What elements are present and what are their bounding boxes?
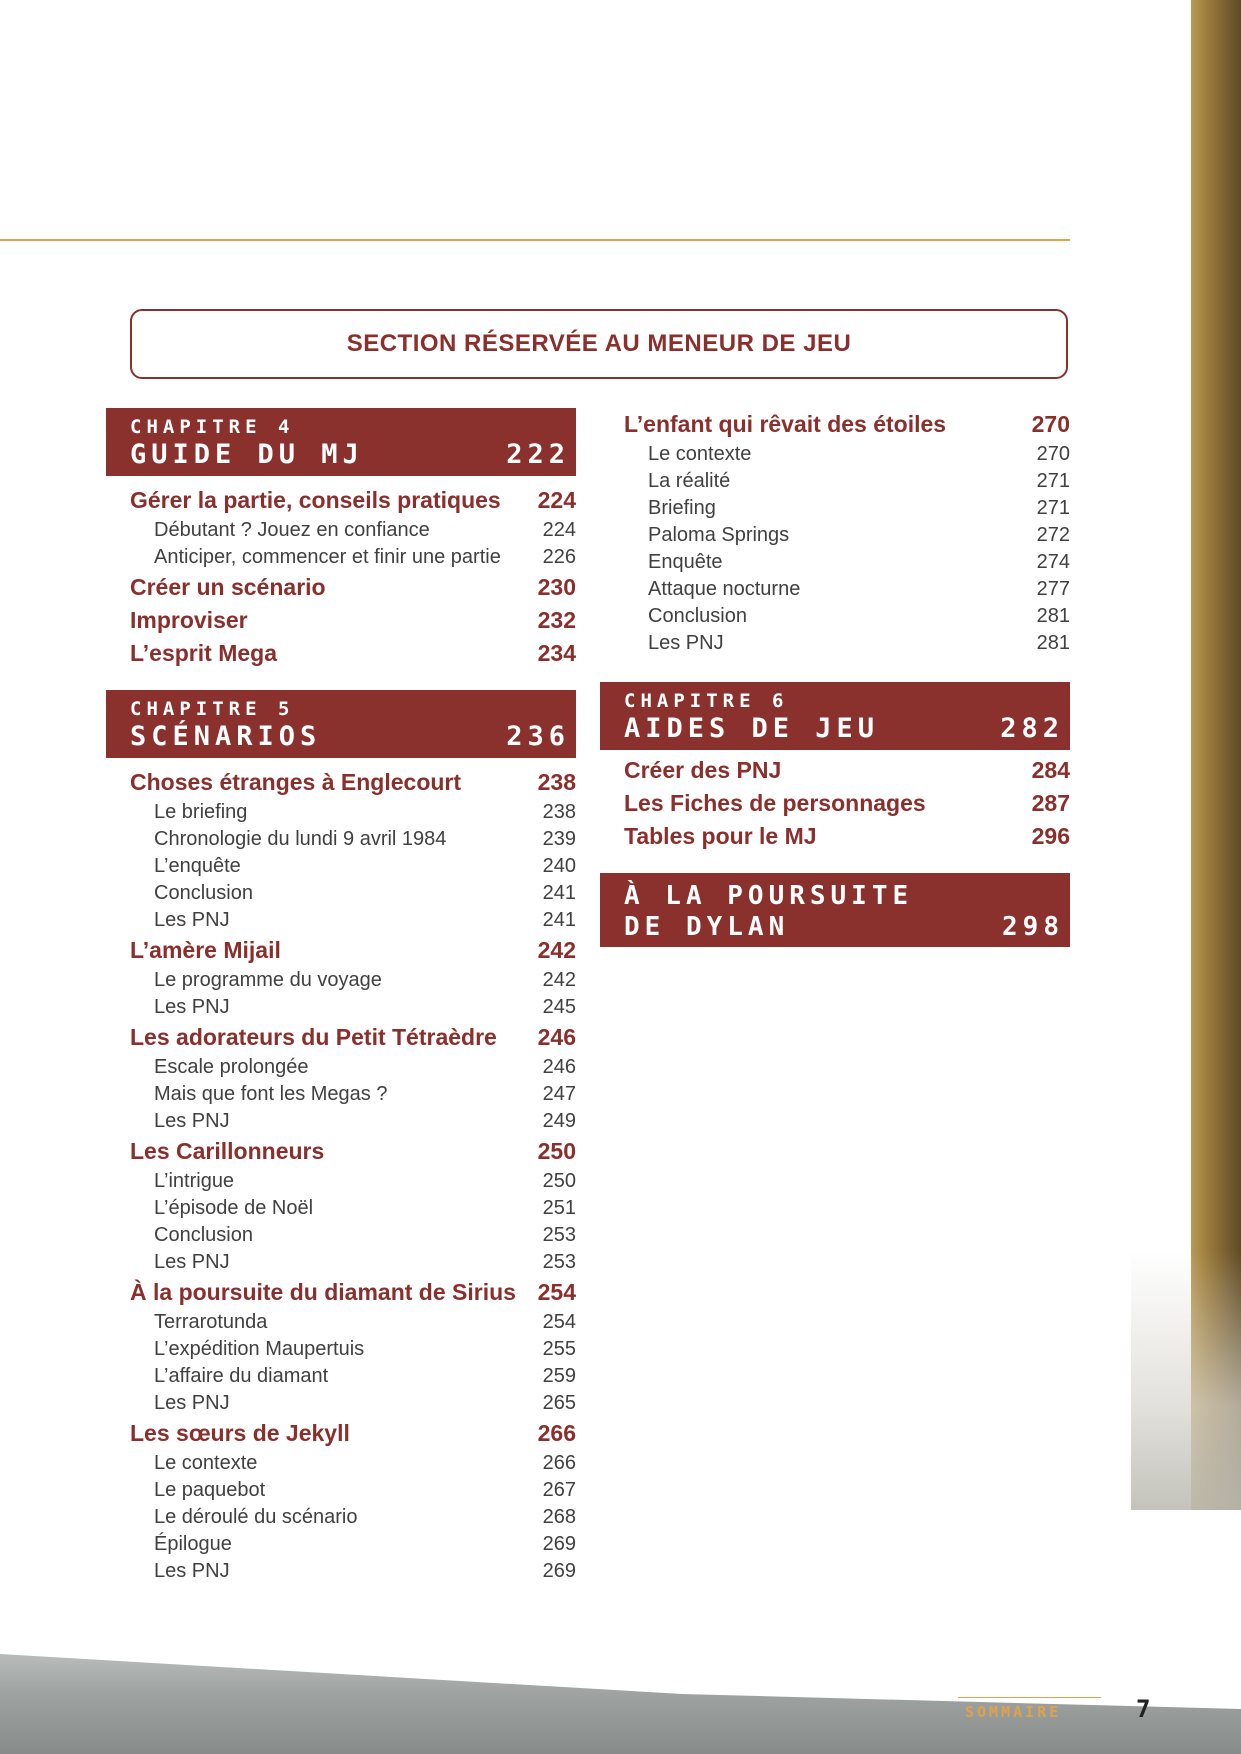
chapter-6-page: 282 [1000, 713, 1064, 744]
toc-subentry [130, 1390, 576, 1417]
toc-subentry [130, 544, 576, 571]
toc-entry-title: L’esprit Mega [130, 640, 277, 666]
toc-entry-page: 284 [1031, 757, 1070, 783]
toc-subentry-page: 240 [542, 855, 576, 877]
toc-subentry-title: Conclusion [154, 1224, 253, 1246]
toc-entry-title: Tables pour le MJ [624, 823, 817, 849]
toc-subentry-page: 239 [542, 828, 576, 850]
chapter-5-header [106, 690, 576, 758]
chapter-4-title: GUIDE DU MJ [130, 439, 364, 470]
toc-subentry-title: Débutant ? Jouez en confiance [154, 519, 430, 541]
toc-entry [130, 571, 576, 604]
toc-subentry-title: Les PNJ [154, 1392, 230, 1414]
toc-subentry-title: Le déroulé du scénario [154, 1506, 358, 1528]
toc-subentry-page: 277 [1036, 578, 1070, 600]
toc-entry [130, 604, 576, 637]
toc-entry-title: Choses étranges à Englecourt [130, 769, 462, 795]
toc-subentry-title: Paloma Springs [648, 524, 790, 546]
toc-subentry-title: L’expédition Maupertuis [154, 1338, 365, 1360]
toc-subentry-page: 270 [1036, 443, 1070, 465]
toc-subentry [130, 826, 576, 853]
chapter-6-entries [600, 750, 1070, 853]
toc-entry-page: 230 [537, 574, 576, 600]
chapter-6-label: CHAPITRE 6 [624, 690, 789, 712]
toc-entry-page: 232 [537, 607, 576, 633]
chapter-4-page: 222 [506, 439, 570, 470]
toc-subentry-title: Le contexte [648, 443, 752, 465]
toc-subentry [130, 799, 576, 826]
toc-entry-title: Les adorateurs du Petit Tétraèdre [130, 1024, 497, 1050]
toc-entry-title: À la poursuite du diamant de Sirius [130, 1279, 516, 1305]
toc-subentry-page: 281 [1036, 632, 1070, 654]
toc-subentry-title: Les PNJ [154, 1251, 230, 1273]
toc-subentry-page: 269 [542, 1533, 576, 1555]
dylan-block [600, 873, 1070, 947]
toc-subentry [130, 853, 576, 880]
toc-entry-title: Les Fiches de personnages [624, 790, 926, 816]
toc-subentry-page: 247 [542, 1083, 576, 1105]
toc-subentry-title: Enquête [648, 551, 723, 573]
section-banner [130, 309, 1068, 379]
chapter-5-continued-block [600, 408, 1070, 657]
toc-subentry [130, 1108, 576, 1135]
toc-entry [130, 1135, 576, 1168]
toc-subentry [130, 907, 576, 934]
chapter-4-header [106, 408, 576, 476]
footer-rule [958, 1697, 1101, 1698]
toc-subentry-page: 254 [542, 1311, 576, 1333]
toc-entry-page: 287 [1031, 790, 1070, 816]
chapter-6-block [600, 682, 1070, 853]
toc-subentry [624, 549, 1070, 576]
toc-entry-page: 270 [1031, 411, 1070, 437]
toc-entry [130, 1417, 576, 1450]
toc-subentry-page: 272 [1036, 524, 1070, 546]
toc-subentry [130, 1504, 576, 1531]
dylan-title-line-1: À LA POURSUITE [624, 881, 914, 911]
toc-subentry [130, 1363, 576, 1390]
section-banner-title: SECTION RÉSERVÉE AU MENEUR DE JEU [346, 330, 852, 357]
toc-subentry-title: Chronologie du lundi 9 avril 1984 [154, 828, 447, 850]
toc-subentry-page: 245 [542, 996, 576, 1018]
toc-subentry-title: Terrarotunda [154, 1311, 268, 1333]
toc-entry-page: 224 [537, 487, 576, 513]
toc-entry [624, 754, 1070, 787]
toc-entry [130, 484, 576, 517]
toc-entry-page: 250 [537, 1138, 576, 1164]
toc-subentry [130, 517, 576, 544]
toc-entry-page: 246 [537, 1024, 576, 1050]
toc-subentry [624, 468, 1070, 495]
toc-subentry-page: 250 [542, 1170, 576, 1192]
toc-subentry-page: 267 [542, 1479, 576, 1501]
edge-fade-decoration [1131, 1250, 1241, 1510]
toc-subentry-page: 241 [542, 882, 576, 904]
toc-subentry-page: 281 [1036, 605, 1070, 627]
toc-subentry [130, 1531, 576, 1558]
toc-subentry-title: L’affaire du diamant [154, 1365, 329, 1387]
dylan-page: 298 [1002, 912, 1064, 942]
chapter-5-entries [106, 758, 576, 1585]
toc-subentry-title: Les PNJ [154, 909, 230, 931]
chapter-5-label: CHAPITRE 5 [130, 698, 295, 720]
toc-subentry-page: 274 [1036, 551, 1070, 573]
toc-entry [130, 934, 576, 967]
toc-subentry [130, 994, 576, 1021]
toc-entry [624, 820, 1070, 853]
toc-entry [130, 637, 576, 670]
toc-subentry-page: 242 [542, 969, 576, 991]
toc-entry-title: Gérer la partie, conseils pratiques [130, 487, 501, 513]
toc-subentry-title: L’épisode de Noël [154, 1197, 314, 1219]
toc-entry-title: Improviser [130, 607, 248, 633]
toc-subentry-page: 253 [542, 1251, 576, 1273]
toc-subentry-page: 241 [542, 909, 576, 931]
toc-subentry-page: 253 [542, 1224, 576, 1246]
toc-subentry-title: Le programme du voyage [154, 969, 382, 991]
toc-entry-page: 254 [537, 1279, 576, 1305]
toc-subentry [130, 967, 576, 994]
page-number: 7 [1136, 1695, 1151, 1723]
dylan-header [600, 873, 1070, 947]
toc-subentry [130, 880, 576, 907]
toc-subentry-title: Le briefing [154, 801, 248, 823]
toc-subentry-page: 269 [542, 1560, 576, 1582]
toc-entry-page: 266 [537, 1420, 576, 1446]
toc-subentry-title: Les PNJ [648, 632, 724, 654]
toc-subentry [624, 576, 1070, 603]
toc-subentry [624, 522, 1070, 549]
toc-subentry [130, 1054, 576, 1081]
toc-subentry [130, 1081, 576, 1108]
toc-subentry-page: 271 [1036, 470, 1070, 492]
toc-subentry-title: Les PNJ [154, 996, 230, 1018]
toc-entry-title: Les Carillonneurs [130, 1138, 325, 1164]
toc-subentry [130, 1249, 576, 1276]
toc-subentry-page: 224 [542, 519, 576, 541]
toc-subentry-title: Conclusion [648, 605, 747, 627]
toc-entry-title: L’amère Mijail [130, 937, 281, 963]
toc-subentry [130, 1168, 576, 1195]
toc-subentry-title: Épilogue [154, 1533, 232, 1555]
toc-subentry-page: 271 [1036, 497, 1070, 519]
toc-subentry [624, 495, 1070, 522]
chapter-4-block [106, 408, 576, 670]
chapter-4-entries [106, 476, 576, 670]
toc-subentry-page: 265 [542, 1392, 576, 1414]
toc-entry [130, 1276, 576, 1309]
toc-subentry-title: L’enquête [154, 855, 241, 877]
toc-subentry-page: 255 [542, 1338, 576, 1360]
footer-label: SOMMAIRE [965, 1703, 1062, 1721]
toc-subentry [624, 603, 1070, 630]
toc-subentry-page: 249 [542, 1110, 576, 1132]
toc-entry-page: 296 [1031, 823, 1070, 849]
toc-entry [624, 787, 1070, 820]
toc-subentry-page: 226 [542, 546, 576, 568]
toc-subentry [130, 1195, 576, 1222]
toc-subentry-page: 268 [542, 1506, 576, 1528]
chapter-4-label: CHAPITRE 4 [130, 416, 295, 438]
toc-subentry-title: Mais que font les Megas ? [154, 1083, 388, 1105]
toc-entry [624, 408, 1070, 441]
toc-subentry [130, 1477, 576, 1504]
toc-entry-title: L’enfant qui rêvait des étoiles [624, 411, 947, 437]
toc-entry-page: 242 [537, 937, 576, 963]
toc-subentry-title: Le contexte [154, 1452, 258, 1474]
toc-entry-title: Créer des PNJ [624, 757, 782, 783]
toc-subentry [130, 1222, 576, 1249]
toc-entry [130, 766, 576, 799]
toc-subentry-page: 246 [542, 1056, 576, 1078]
toc-subentry-page: 251 [542, 1197, 576, 1219]
toc-entry-page: 234 [537, 640, 576, 666]
toc-entry-title: Créer un scénario [130, 574, 326, 600]
toc-subentry-title: Conclusion [154, 882, 253, 904]
toc-subentry [130, 1309, 576, 1336]
toc-subentry [130, 1450, 576, 1477]
chapter-5-continued-entries [600, 408, 1070, 657]
toc-subentry-title: Les PNJ [154, 1110, 230, 1132]
toc-subentry-page: 259 [542, 1365, 576, 1387]
toc-subentry-title: Escale prolongée [154, 1056, 309, 1078]
toc-entry-title: Les sœurs de Jekyll [130, 1420, 350, 1446]
chapter-6-title: AIDES DE JEU [624, 713, 880, 744]
toc-subentry-page: 266 [542, 1452, 576, 1474]
toc-subentry-page: 238 [542, 801, 576, 823]
toc-subentry-title: Les PNJ [154, 1560, 230, 1582]
toc-subentry-title: Anticiper, commencer et finir une partie [154, 546, 501, 568]
toc-entry [130, 1021, 576, 1054]
toc-subentry-title: Attaque nocturne [648, 578, 801, 600]
toc-subentry-title: La réalité [648, 470, 731, 492]
dylan-title-line-2: DE DYLAN [624, 912, 790, 942]
chapter-5-title: SCÉNARIOS [130, 721, 322, 752]
toc-entry-page: 238 [537, 769, 576, 795]
chapter-5-page: 236 [506, 721, 570, 752]
top-rule [0, 239, 1070, 241]
toc-subentry [624, 630, 1070, 657]
chapter-6-header [600, 682, 1070, 750]
toc-subentry-title: L’intrigue [154, 1170, 235, 1192]
toc-subentry [130, 1558, 576, 1585]
toc-subentry [130, 1336, 576, 1363]
toc-subentry-title: Briefing [648, 497, 716, 519]
chapter-5-block [106, 690, 576, 1585]
toc-subentry-title: Le paquebot [154, 1479, 266, 1501]
toc-subentry [624, 441, 1070, 468]
